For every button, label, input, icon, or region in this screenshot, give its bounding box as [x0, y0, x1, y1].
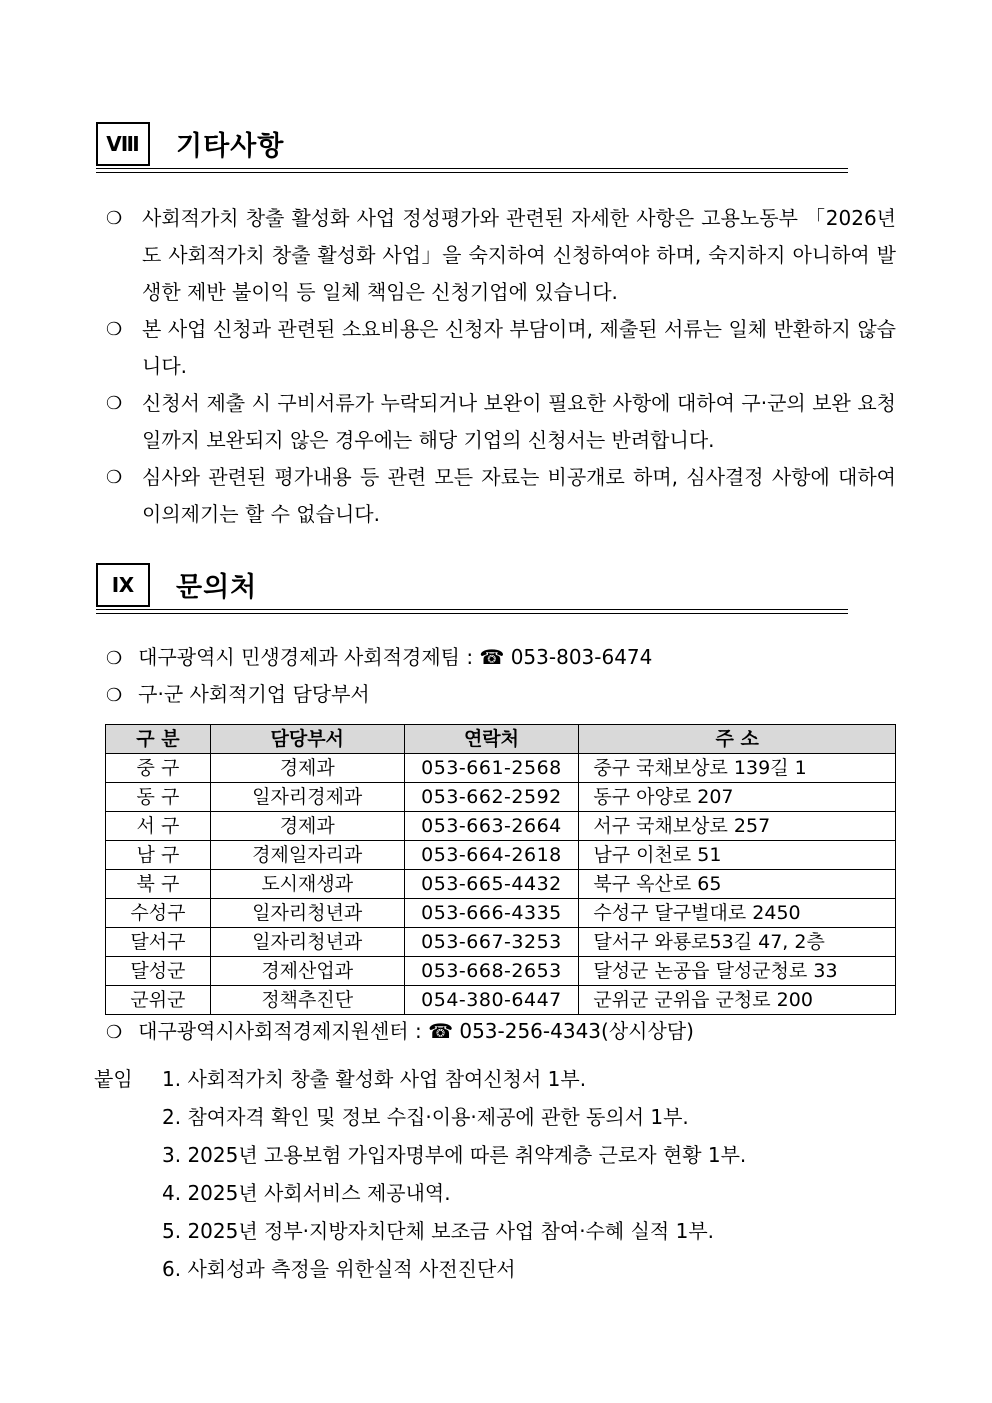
contact-support-center — [106, 1013, 694, 1051]
section-8-header — [96, 122, 848, 172]
table-row — [106, 841, 896, 870]
bullet-circle-icon: ❍ — [106, 685, 123, 706]
table-row — [106, 783, 896, 812]
cell-department: 도시재생과 — [210, 870, 404, 899]
cell-district: 군위군 — [106, 986, 211, 1015]
cell-district: 서 구 — [106, 812, 211, 841]
cell-department: 일자리경제과 — [210, 783, 404, 812]
section-9-number: Ⅸ — [96, 563, 150, 607]
bullet-circle-icon: ❍ — [106, 648, 123, 669]
list-item — [106, 385, 896, 459]
cell-district: 북 구 — [106, 870, 211, 899]
cell-address: 중구 국채보상로 139길 1 — [579, 754, 896, 783]
cell-address: 달성군 논공읍 달성군청로 33 — [579, 957, 896, 986]
table-row — [106, 754, 896, 783]
table-row — [106, 986, 896, 1015]
attachment-item: 5. 2025년 정부·지방자치단체 보조금 사업 참여·수혜 실적 1부. — [162, 1219, 714, 1243]
cell-address: 달서구 와룡로53길 47, 2층 — [579, 928, 896, 957]
table-row — [106, 957, 896, 986]
cell-district: 동 구 — [106, 783, 211, 812]
section-divider — [96, 609, 848, 610]
cell-address: 서구 국채보상로 257 — [579, 812, 896, 841]
column-header-district: 구 분 — [106, 725, 211, 754]
column-header-department: 담당부서 — [210, 725, 404, 754]
contact-city — [106, 639, 652, 677]
cell-phone: 053-665-4432 — [404, 870, 579, 899]
section-8-list — [106, 200, 896, 533]
attachments-list — [162, 1060, 746, 1288]
section-divider — [96, 168, 848, 169]
cell-district: 달성군 — [106, 957, 211, 986]
cell-department: 정책추진단 — [210, 986, 404, 1015]
cell-phone: 053-667-3253 — [404, 928, 579, 957]
section-divider — [96, 172, 848, 173]
cell-address: 북구 옥산로 65 — [579, 870, 896, 899]
list-item-text: 사회적가치 창출 활성화 사업 정성평가와 관련된 자세한 사항은 고용노동부 「2026년도 사회적가치 창출 활성화 사업」을 숙지하여 신청하여야 하며, 숙지하지 아니하여 발생한 제반 불이익 등 일체 책임은 신청기업에 있습니다. — [142, 206, 896, 304]
list-item-text: 신청서 제출 시 구비서류가 누락되거나 보완이 필요한 사항에 대하여 구·군의 보완 요청일까지 보완되지 않은 경우에는 해당 기업의 신청서는 반려합니다. — [142, 391, 896, 452]
attachment-item: 4. 2025년 사회서비스 제공내역. — [162, 1181, 451, 1205]
column-header-phone: 연락처 — [404, 725, 579, 754]
bullet-circle-icon: ❍ — [106, 319, 123, 340]
cell-district: 남 구 — [106, 841, 211, 870]
cell-phone: 054-380-6447 — [404, 986, 579, 1015]
cell-district: 중 구 — [106, 754, 211, 783]
cell-phone: 053-663-2664 — [404, 812, 579, 841]
bullet-circle-icon: ❍ — [106, 393, 123, 414]
contact-support-center-text: 대구광역시사회적경제지원센터 : ☎ 053-256-4343(상시상담) — [138, 1019, 694, 1043]
section-8-number: Ⅷ — [96, 122, 150, 166]
bullet-circle-icon: ❍ — [106, 1022, 123, 1043]
cell-phone: 053-664-2618 — [404, 841, 579, 870]
list-item — [106, 200, 896, 311]
table-row — [106, 899, 896, 928]
cell-address: 군위군 군위읍 군청로 200 — [579, 986, 896, 1015]
cell-address: 동구 아양로 207 — [579, 783, 896, 812]
department-table — [105, 724, 896, 1015]
bullet-circle-icon: ❍ — [106, 208, 123, 229]
list-item — [106, 311, 896, 385]
cell-department: 일자리청년과 — [210, 899, 404, 928]
attachment-item: 3. 2025년 고용보험 가입자명부에 따른 취약계층 근로자 현황 1부. — [162, 1143, 747, 1167]
cell-phone: 053-661-2568 — [404, 754, 579, 783]
cell-phone: 053-668-2653 — [404, 957, 579, 986]
attachment-item: 1. 사회적가치 창출 활성화 사업 참여신청서 1부. — [162, 1067, 587, 1091]
cell-department: 일자리청년과 — [210, 928, 404, 957]
attachment-item: 2. 참여자격 확인 및 정보 수집·이용·제공에 관한 동의서 1부. — [162, 1105, 689, 1129]
section-9-header — [96, 563, 848, 613]
table-row — [106, 870, 896, 899]
list-item-text: 심사와 관련된 평가내용 등 관련 모든 자료는 비공개로 하며, 심사결정 사항에 대하여 이의제기는 할 수 없습니다. — [142, 465, 896, 526]
column-header-address: 주 소 — [579, 725, 896, 754]
list-item — [106, 459, 896, 533]
cell-department: 경제산업과 — [210, 957, 404, 986]
section-divider — [96, 613, 848, 614]
section-9-title: 문의처 — [176, 572, 258, 603]
cell-phone: 053-662-2592 — [404, 783, 579, 812]
cell-department: 경제일자리과 — [210, 841, 404, 870]
table-header-row — [106, 725, 896, 754]
section-8-title: 기타사항 — [176, 131, 285, 162]
cell-district: 달서구 — [106, 928, 211, 957]
table-row — [106, 812, 896, 841]
contact-district-text: 구·군 사회적기업 담당부서 — [138, 682, 370, 706]
attachments-label: 붙임 — [94, 1067, 133, 1091]
table-row — [106, 928, 896, 957]
attachment-item: 6. 사회성과 측정을 위한실적 사전진단서 — [162, 1257, 516, 1281]
cell-department: 경제과 — [210, 754, 404, 783]
cell-department: 경제과 — [210, 812, 404, 841]
cell-district: 수성구 — [106, 899, 211, 928]
bullet-circle-icon: ❍ — [106, 467, 123, 488]
contact-city-text: 대구광역시 민생경제과 사회적경제팀 : ☎ 053-803-6474 — [138, 645, 653, 669]
cell-phone: 053-666-4335 — [404, 899, 579, 928]
contact-district-heading — [106, 676, 370, 714]
cell-address: 남구 이천로 51 — [579, 841, 896, 870]
list-item-text: 본 사업 신청과 관련된 소요비용은 신청자 부담이며, 제출된 서류는 일체 반환하지 않습니다. — [142, 317, 896, 378]
cell-address: 수성구 달구벌대로 2450 — [579, 899, 896, 928]
